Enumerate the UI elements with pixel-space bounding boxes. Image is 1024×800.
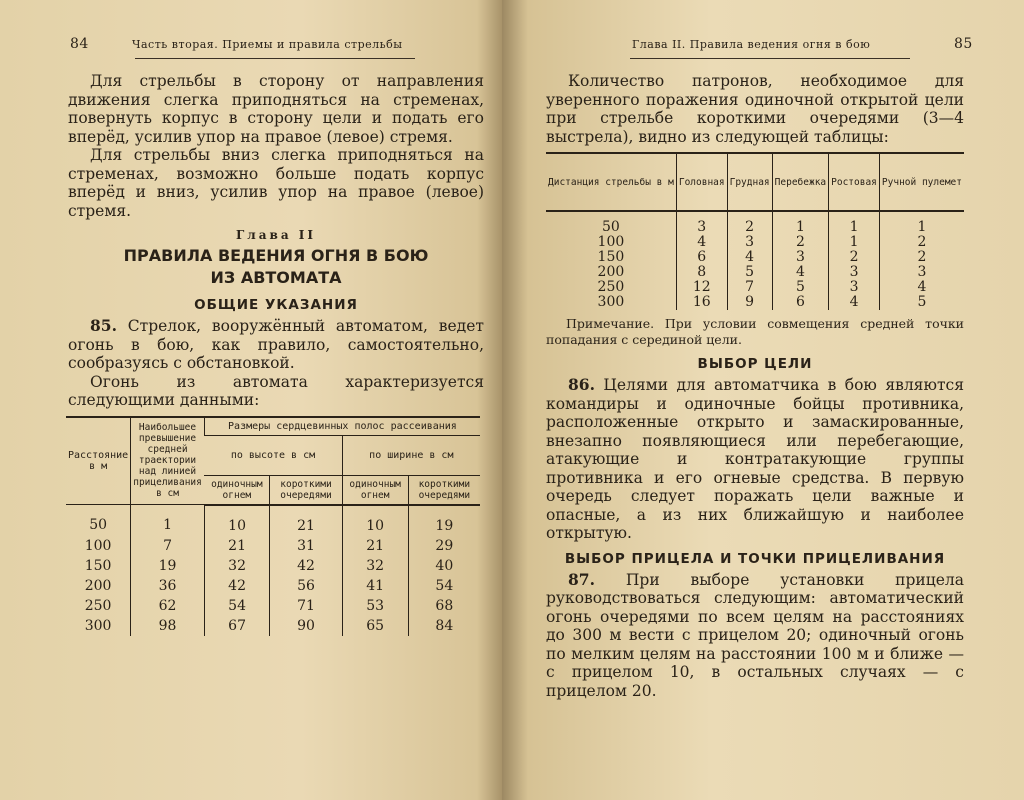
para-number: 86. — [568, 375, 595, 394]
text-86 — [546, 376, 964, 543]
right-header — [632, 38, 982, 54]
table-cell: 100 — [597, 234, 625, 250]
table-cell: 5 — [772, 280, 828, 295]
ammo-table — [546, 152, 964, 310]
col-header: Наибольшее превышение средней траектории над линией прицеливания в см — [131, 417, 205, 505]
table-cell: 54 — [204, 596, 269, 616]
table-row — [66, 536, 480, 556]
table-cell: 12 — [676, 280, 727, 295]
col-header: Расстояние в м — [66, 417, 131, 505]
table-cell: 68 — [408, 596, 480, 616]
header-rule — [135, 58, 415, 59]
table-row — [546, 211, 964, 235]
table-cell: 31 — [270, 536, 342, 556]
page-number: 84 — [70, 36, 89, 52]
col-header: Размеры сердцевинных полос рассеивания — [204, 417, 480, 436]
table-row — [66, 616, 480, 636]
table-cell: 41 — [342, 576, 408, 596]
table-row — [66, 505, 480, 536]
chapter-title: ПРАВИЛА ВЕДЕНИЯ ОГНЯ В БОЮ ИЗ АВТОМАТА — [123, 246, 429, 287]
table-cell: 98 — [131, 616, 205, 636]
table-cell: 3 — [727, 235, 772, 250]
left-page — [0, 0, 502, 800]
table-cell: 4 — [829, 295, 880, 310]
text-intro — [546, 72, 964, 146]
table-cell: 250 — [597, 279, 625, 295]
table-cell: 21 — [204, 536, 269, 556]
table-cell: 67 — [204, 616, 269, 636]
table-cell: 53 — [342, 596, 408, 616]
table-cell: 4 — [676, 235, 727, 250]
table-cell: 42 — [270, 556, 342, 576]
col-header: Ручной пулемет — [879, 153, 964, 211]
col-header: Дистанция стрельбы в м — [546, 153, 676, 211]
table-row — [546, 295, 964, 310]
table-cell: 1 — [879, 211, 964, 235]
paragraph: Для стрельбы вниз слегка приподняться на стременах, возможно больше подать корпус вперёд и вниз, усилив упор на правое (левое) стремя. — [68, 146, 484, 220]
text-top — [68, 72, 484, 220]
table-cell: 50 — [89, 517, 108, 534]
table-cell: 32 — [342, 556, 408, 576]
table-note: Примечание. При условии совмещения средней точки попадания с серединой цели. — [546, 316, 964, 347]
col-header: Перебежка — [772, 153, 828, 211]
table-cell: 300 — [597, 294, 625, 310]
col-header: Грудная — [727, 153, 772, 211]
col-header: Ростовая — [829, 153, 880, 211]
table-cell: 3 — [879, 265, 964, 280]
table-cell: 36 — [131, 576, 205, 596]
paragraph: Стрелок, вооружённый автоматом, ведет огонь в бою, как правило, самостоятельно, сообразуясь с обстановкой. — [68, 317, 484, 372]
paragraph: При выборе установки прицела руководствоваться следующим: автоматический огонь очередями по всем целям на расстояниях до 300 м вести с прицелом 20; одиночный огонь по мелким целям на расстоянии 100 м и ближе — с прицелом 10, в остальных случаях — с прицелом 20. — [546, 570, 964, 700]
table-cell: 300 — [84, 617, 112, 634]
table-cell: 65 — [342, 616, 408, 636]
table-cell: 6 — [676, 250, 727, 265]
table-cell: 200 — [597, 264, 625, 280]
page-number: 85 — [954, 36, 973, 52]
table-cell: 150 — [597, 249, 625, 265]
table-cell: 8 — [676, 265, 727, 280]
table-cell: 4 — [727, 250, 772, 265]
table-row — [546, 235, 964, 250]
table-row — [546, 265, 964, 280]
table-cell: 2 — [727, 211, 772, 235]
table-cell: 19 — [131, 556, 205, 576]
table-cell: 21 — [270, 505, 342, 536]
table-cell: 1 — [131, 505, 205, 536]
left-header — [70, 38, 480, 54]
table-cell: 2 — [772, 235, 828, 250]
running-head: Часть вторая. Приемы и правила стрельбы — [132, 38, 403, 51]
col-header: по высоте в см — [204, 435, 342, 475]
table-cell: 50 — [602, 219, 620, 235]
para-number: 85. — [90, 316, 117, 335]
running-head: Глава II. Правила ведения огня в бою — [632, 38, 871, 51]
table-cell: 10 — [204, 505, 269, 536]
table-cell: 150 — [84, 557, 112, 574]
table-cell: 19 — [408, 505, 480, 536]
dispersion-table — [66, 416, 480, 636]
table-cell: 40 — [408, 556, 480, 576]
table-cell: 1 — [829, 211, 880, 235]
text-87 — [546, 571, 964, 701]
col-header: Головная — [676, 153, 727, 211]
col-header: по ширине в см — [342, 435, 480, 475]
col-header: короткими очередями — [270, 475, 342, 505]
table-cell: 90 — [270, 616, 342, 636]
table-cell: 4 — [772, 265, 828, 280]
table-row — [66, 596, 480, 616]
table-cell: 10 — [342, 505, 408, 536]
paragraph: Для стрельбы в сторону от направления движения слегка приподняться на стременах, повернуть корпус в сторону цели и подать его вперёд, усилив упор на правое (левое) стремя. — [68, 72, 484, 146]
paragraph: Огонь из автомата характеризуется следующими данными: — [68, 372, 484, 409]
table-cell: 100 — [84, 537, 112, 554]
table-cell: 2 — [879, 235, 964, 250]
chapter-label: Глава II — [235, 228, 317, 242]
table-cell: 7 — [727, 280, 772, 295]
para-number: 87. — [568, 569, 595, 589]
table-cell: 3 — [829, 265, 880, 280]
table-row — [66, 556, 480, 576]
table-cell: 56 — [270, 576, 342, 596]
table-cell: 42 — [204, 576, 269, 596]
table-cell: 54 — [408, 576, 480, 596]
section-heading: ВЫБОР ЦЕЛИ — [697, 356, 813, 372]
table-cell: 1 — [772, 211, 828, 235]
header-rule — [630, 58, 910, 59]
left-content — [68, 72, 484, 636]
table-cell: 2 — [879, 250, 964, 265]
table-row — [546, 250, 964, 265]
section-heading: ОБЩИЕ УКАЗАНИЯ — [194, 297, 358, 313]
table-cell: 84 — [408, 616, 480, 636]
table-cell: 71 — [270, 596, 342, 616]
table-cell: 2 — [829, 250, 880, 265]
table-cell: 62 — [131, 596, 205, 616]
table-cell: 16 — [676, 295, 727, 310]
table-cell: 21 — [342, 536, 408, 556]
table-cell: 5 — [727, 265, 772, 280]
table-cell: 3 — [772, 250, 828, 265]
table-cell: 32 — [204, 556, 269, 576]
paragraph: Целями для автоматчика в бою являются командиры и одиночные бойцы противника, расположенные открыто и замаскированные, внезапно появляющиеся или перебегающие, атакующие и контратакующие группы противника и его огневые средства. В первую очередь следует поражать цели важные и опасные, а из них ближайшую и наиболее открытую. — [546, 376, 964, 542]
table-cell: 5 — [879, 295, 964, 310]
table-cell: 3 — [676, 211, 727, 235]
text-85 — [68, 317, 484, 410]
col-header: одиночным огнем — [342, 475, 408, 505]
table-cell: 9 — [727, 295, 772, 310]
table-cell: 250 — [84, 597, 112, 614]
right-page — [502, 0, 1024, 800]
table-cell: 200 — [84, 577, 112, 594]
table-cell: 29 — [408, 536, 480, 556]
paragraph: Количество патронов, необходимое для уверенного поражения одиночной открытой цели при стрельбе короткими очередями (3—4 выстрела), видно из следующей таблицы: — [546, 72, 964, 146]
table-row — [66, 576, 480, 596]
section-heading: ВЫБОР ПРИЦЕЛА И ТОЧКИ ПРИЦЕЛИВАНИЯ — [564, 550, 946, 567]
table-cell: 4 — [879, 280, 964, 295]
table-cell: 6 — [772, 295, 828, 310]
table-cell: 7 — [131, 536, 205, 556]
col-header: короткими очередями — [408, 475, 480, 505]
table-cell: 1 — [829, 235, 880, 250]
col-header: одиночным огнем — [204, 475, 269, 505]
table-cell: 3 — [829, 280, 880, 295]
table-row — [546, 280, 964, 295]
right-content — [546, 72, 964, 700]
